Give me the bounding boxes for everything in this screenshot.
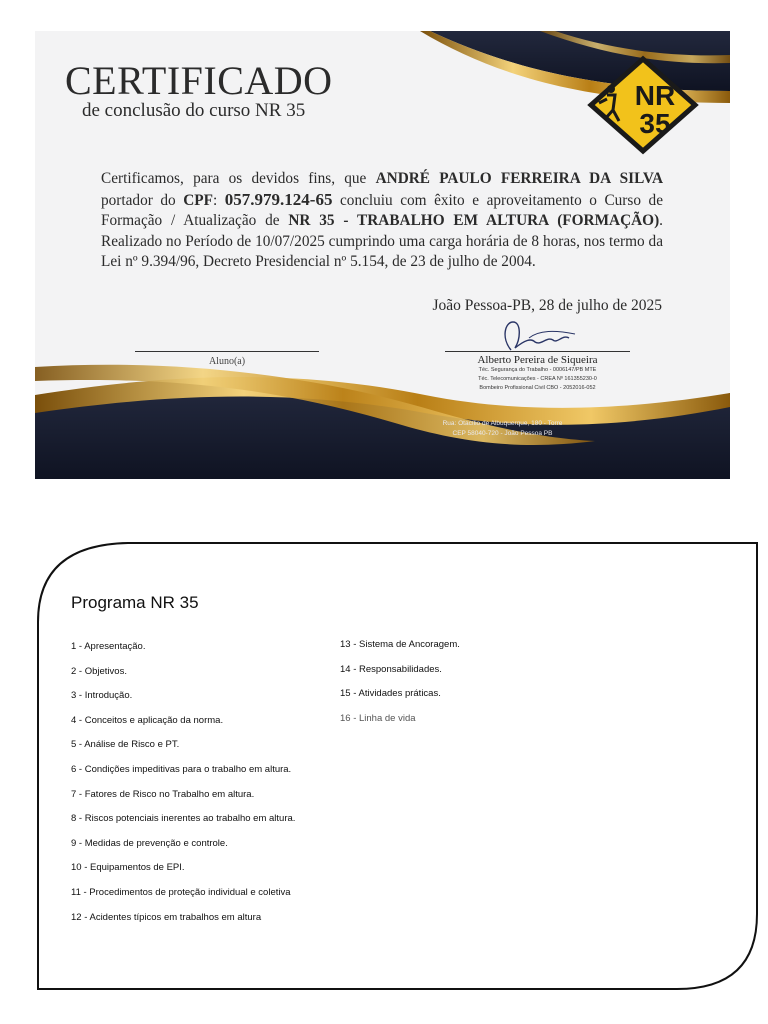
address-line: Rua: Otacílio de Albuquerque, 180 - Torre — [442, 420, 563, 427]
program-title: Programa NR 35 — [71, 593, 199, 612]
student-name: ANDRÉ PAULO FERREIRA DA SILVA — [375, 170, 663, 187]
program-list-right — [340, 639, 460, 737]
program-box — [37, 542, 758, 991]
student-label: Aluno(a) — [208, 356, 246, 367]
list-item: 1 - Apresentação. — [71, 641, 146, 652]
badge-line1: NR — [634, 80, 676, 111]
list-item: 13 - Sistema de Ancoragem. — [340, 639, 460, 650]
signature-icon — [495, 316, 585, 356]
instructor-credential: Téc. Telecomunicações - CREA Nº 161355230-0 — [478, 376, 597, 382]
list-item: 14 - Responsabilidades. — [340, 663, 442, 675]
list-item: 3 - Introdução. — [71, 690, 133, 702]
list-item: 9 - Medidas de prevenção e controle. — [71, 837, 228, 849]
student-signature-line — [135, 351, 319, 352]
list-item: 8 - Riscos potenciais inerentes ao trabalho em altura. — [71, 813, 296, 825]
instructor-credential: Téc. Segurança do Trabalho - 0006147/PB MTE — [478, 367, 597, 373]
address-line: CEP 58040-720 - João Pessoa PB — [452, 430, 553, 437]
place-date: João Pessoa-PB, 28 de julho de 2025 — [432, 297, 662, 314]
list-item: 6 - Condições impeditivas para o trabalho em altura. — [71, 763, 292, 775]
list-item: 10 - Equipamentos de EPI. — [71, 862, 185, 874]
list-item: 15 - Atividades práticas. — [340, 688, 441, 700]
badge-line2: 35 — [639, 108, 671, 139]
certificate — [35, 31, 730, 479]
nr35-badge-icon — [583, 55, 703, 155]
list-item: 2 - Objetivos. — [71, 665, 127, 677]
course-name: NR 35 - TRABALHO EM ALTURA (FORMAÇÃO) — [288, 212, 660, 229]
instructor-credential: Bombeiro Profissional Civil CBO - 2052016-052 — [479, 385, 596, 391]
program-list-left — [71, 641, 295, 936]
cpf-value: 057.979.124-65 — [224, 189, 333, 209]
list-item: 12 - Acidentes típicos em trabalhos em altura — [71, 911, 262, 923]
list-item: 11 - Procedimentos de proteção individual e coletiva — [71, 886, 291, 898]
certificate-body: Certificamos, para os devidos fins, que ANDRÉ PAULO FERREIRA DA SILVA portador do CPF: 057.979.124-65 concluiu com êxito e aproveitamento o Curso de Formação / Atualização de NR 35 - TRABALHO EM ALTURA (FORMAÇÃO). Realizado no Período de 10/07/2025 cumprindo uma carga horária de 8 horas, nos termo da Lei nº 9.394/96, Decreto Presidencial nº 5.154, de 23 de julho de 2004. — [101, 170, 663, 270]
list-item: 5 - Análise de Risco e PT. — [71, 739, 180, 751]
certificate-title: CERTIFICADO — [65, 58, 333, 103]
list-item: 4 - Conceitos e aplicação da norma. — [71, 714, 224, 726]
instructor-signature-line — [445, 351, 630, 352]
instructor-name: Alberto Pereira de Siqueira — [477, 354, 598, 366]
list-item: 7 - Fatores de Risco no Trabalho em altura. — [71, 788, 255, 800]
list-item: 16 - Linha de vida — [340, 712, 416, 724]
certificate-subtitle: de conclusão do curso NR 35 — [82, 100, 306, 121]
